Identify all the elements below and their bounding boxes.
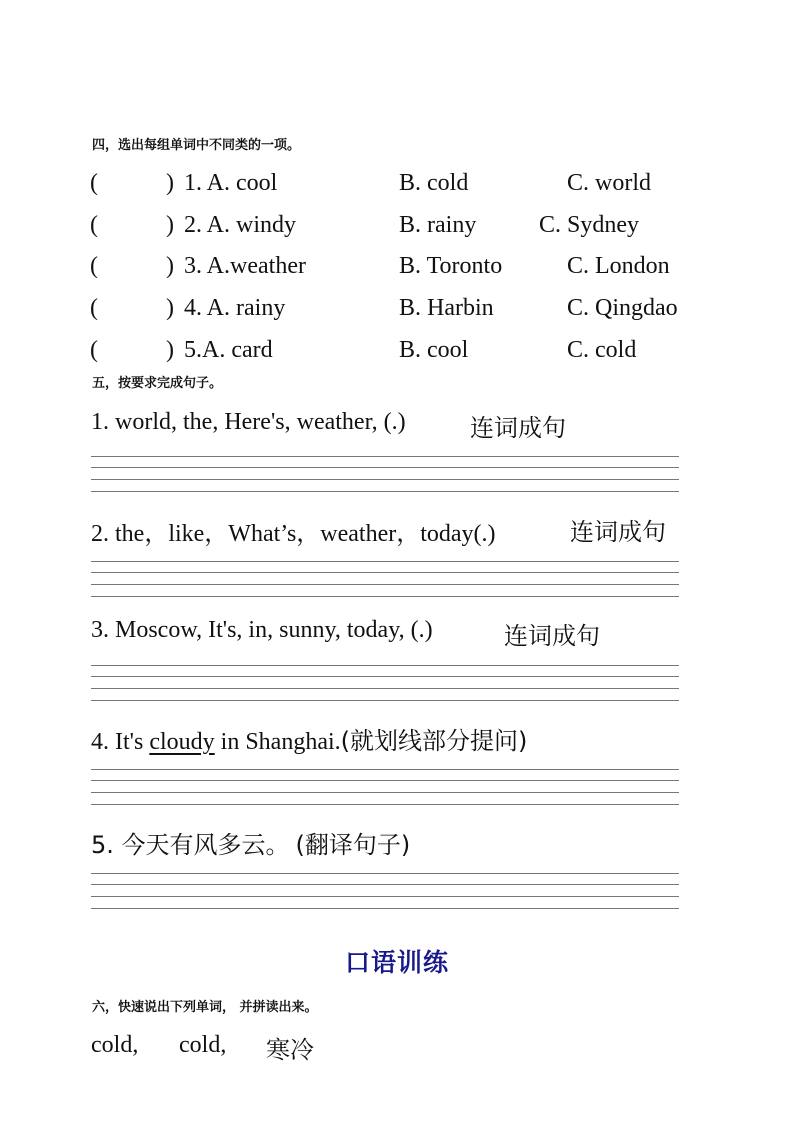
question-5-sentence: 5. 今天有风多云。 [91, 831, 290, 859]
question-4-text [91, 721, 527, 756]
answer-paren-open: ( [90, 212, 98, 238]
option-a: 1. A. cool [184, 170, 278, 196]
option-b: B. Toronto [399, 253, 503, 279]
question-4-after: in Shanghai. [214, 729, 341, 755]
option-c: C. Qingdao [567, 295, 678, 321]
answer-paren-open: ( [90, 170, 98, 196]
option-a: 2. A. windy [184, 212, 297, 238]
word-1: cold, [91, 1032, 139, 1058]
question-5-text [91, 825, 410, 860]
option-a: 5.A. card [184, 337, 273, 363]
question-5-task: (翻译句子) [295, 831, 411, 859]
word-2: cold, [179, 1032, 227, 1058]
option-c: C. cold [567, 337, 637, 363]
word-meaning: 寒冷 [266, 1036, 314, 1064]
option-b: B. rainy [399, 212, 477, 238]
question-4-before: 4. It's [91, 729, 150, 755]
question-3-task: 连词成句 [504, 622, 600, 650]
question-1-task: 连词成句 [470, 414, 566, 442]
section-6-heading: 六，快速说出下列单词， 并拼读出来。 [92, 1000, 318, 1015]
answer-paren-open: ( [90, 295, 98, 321]
option-c: C. London [567, 253, 670, 279]
option-a: 4. A. rainy [184, 295, 286, 321]
section-5-heading: 五，按要求完成句子。 [92, 376, 223, 391]
question-4-underlined-word: cloudy [149, 729, 215, 755]
section-4-heading: 四，选出每组单词中不同类的一项。 [92, 138, 301, 153]
option-a: 3. A.weather [184, 253, 306, 279]
oral-training-title: 口语训练 [345, 948, 450, 977]
answer-paren-close: ) [166, 212, 174, 238]
answer-paren-close: ) [166, 253, 174, 279]
question-1-text: 1. world, the, Here's, weather, (.) [91, 409, 406, 435]
option-c: C. world [567, 170, 651, 196]
question-3-text: 3. Moscow, It's, in, sunny, today, (.) [91, 617, 433, 643]
question-2-task: 连词成句 [570, 518, 666, 546]
answer-paren-open: ( [90, 253, 98, 279]
option-b: B. cold [399, 170, 469, 196]
option-c: C. Sydney [539, 212, 640, 238]
option-b: B. cool [399, 337, 469, 363]
question-2-text: 2. the，like，What’s，weather，today(.) [91, 521, 496, 547]
answer-paren-close: ) [166, 170, 174, 196]
question-4-task: (就划线部分提问) [340, 727, 528, 755]
option-b: B. Harbin [399, 295, 494, 321]
answer-paren-close: ) [166, 295, 174, 321]
answer-paren-close: ) [166, 337, 174, 363]
answer-paren-open: ( [90, 337, 98, 363]
